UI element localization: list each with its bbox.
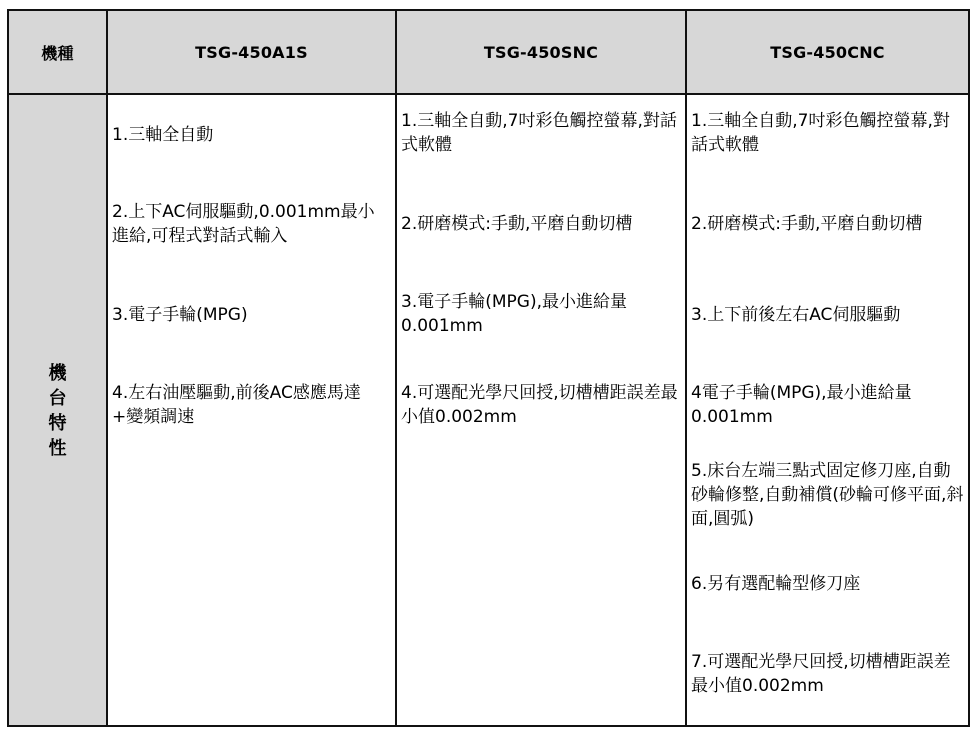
row-label-char: 台 bbox=[48, 388, 67, 409]
spec-comparison-table bbox=[7, 9, 970, 727]
header-cell-tsg-450a1s bbox=[108, 11, 395, 93]
feature-item: 3.電子手輪(MPG) bbox=[112, 305, 248, 325]
feature-item: 4.可選配光學尺回授,切槽槽距誤差最小值0.002mm bbox=[401, 383, 678, 427]
feature-item: 3.電子手輪(MPG),最小進給量0.001mm bbox=[401, 292, 627, 336]
row-label-char: 特 bbox=[48, 413, 67, 434]
features-cell-tsg-450a1s bbox=[108, 95, 395, 727]
header-category-label: 機種 bbox=[41, 43, 74, 63]
feature-item: 2.研磨模式:手動,平磨自動切槽 bbox=[691, 214, 923, 234]
feature-item: 1.三軸全自動 bbox=[112, 125, 214, 145]
feature-item: 4電子手輪(MPG),最小進給量0.001mm bbox=[691, 383, 912, 427]
header-cell-tsg-450cnc bbox=[687, 11, 968, 93]
feature-item: 1.三軸全自動,7吋彩色觸控螢幕,對話式軟體 bbox=[401, 111, 677, 155]
feature-item: 7.可選配光學尺回授,切槽槽距誤差最小值0.002mm bbox=[691, 652, 951, 696]
model-name-tsg-450cnc: TSG-450CNC bbox=[770, 42, 885, 62]
model-name-tsg-450snc: TSG-450SNC bbox=[483, 42, 599, 62]
feature-item: 5.床台左端三點式固定修刀座,自動砂輪修整,自動補償(砂輪可修平面,斜面,圓弧) bbox=[691, 461, 964, 529]
feature-item: 3.上下前後左右AC伺服驅動 bbox=[691, 305, 901, 325]
header-cell-category bbox=[9, 11, 106, 93]
feature-item: 2.研磨模式:手動,平磨自動切槽 bbox=[401, 214, 633, 234]
feature-item: 6.另有選配輪型修刀座 bbox=[691, 574, 861, 594]
features-cell-tsg-450snc bbox=[397, 95, 685, 727]
model-name-tsg-450a1s: TSG-450A1S bbox=[195, 42, 308, 62]
feature-item: 1.三軸全自動,7吋彩色觸控螢幕,對話式軟體 bbox=[691, 111, 950, 155]
row-label bbox=[9, 95, 106, 727]
feature-item: 2.上下AC伺服驅動,0.001mm最小進給,可程式對話式輸入 bbox=[112, 202, 375, 246]
features-cell-tsg-450cnc bbox=[687, 95, 968, 727]
feature-item: 4.左右油壓驅動,前後AC感應馬達+變頻調速 bbox=[112, 383, 361, 427]
header-cell-tsg-450snc bbox=[397, 11, 685, 93]
row-label-char: 機 bbox=[48, 363, 67, 384]
row-label-cell bbox=[9, 95, 106, 727]
row-label-char: 性 bbox=[48, 438, 67, 459]
